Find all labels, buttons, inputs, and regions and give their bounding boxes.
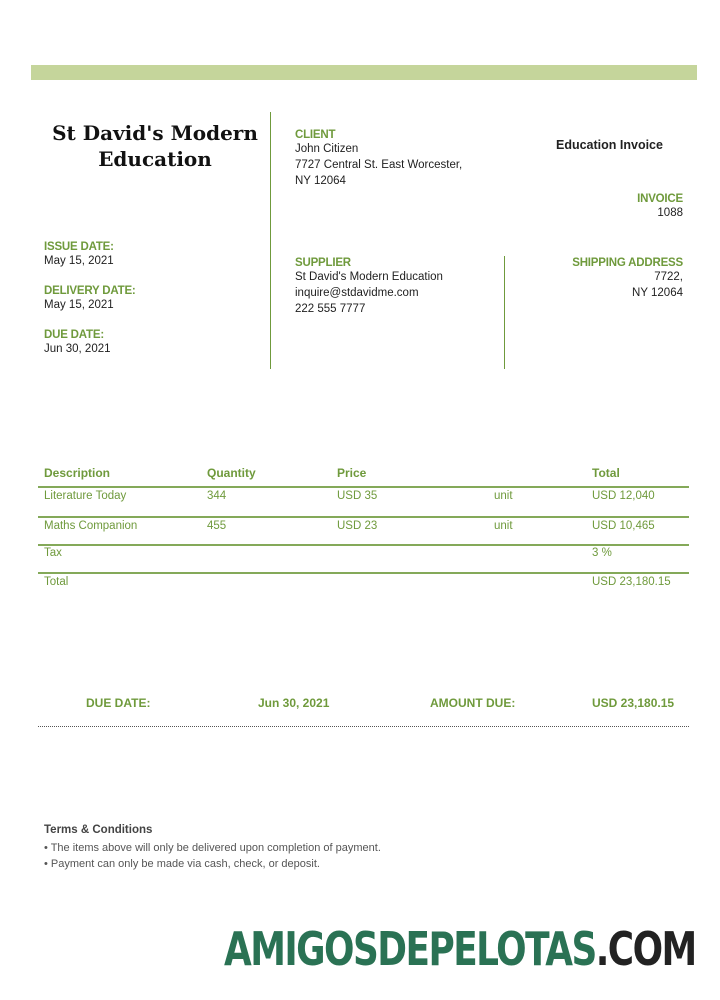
table-divider xyxy=(38,572,689,574)
issue-date-label: ISSUE DATE: xyxy=(44,241,114,253)
header-accent-bar xyxy=(31,65,697,80)
col-header-quantity: Quantity xyxy=(207,466,256,480)
delivery-date-value: May 15, 2021 xyxy=(44,299,114,311)
shipping-line2: NY 12064 xyxy=(632,287,683,299)
summary-amount-label: AMOUNT DUE: xyxy=(430,696,516,710)
client-name: John Citizen xyxy=(295,143,359,155)
watermark-suffix: .COM xyxy=(596,922,696,976)
client-block xyxy=(295,129,462,189)
client-label: CLIENT xyxy=(295,129,336,141)
invoice-number-block xyxy=(637,193,683,221)
tax-value: 3 % xyxy=(592,547,612,559)
cell-total: USD 10,465 xyxy=(592,520,655,532)
terms-title: Terms & Conditions xyxy=(44,824,153,836)
cell-total: USD 12,040 xyxy=(592,490,655,502)
cell-price: USD 23 xyxy=(337,520,378,532)
delivery-date-label: DELIVERY DATE: xyxy=(44,285,136,297)
tax-label: Tax xyxy=(44,547,62,559)
cell-description: Literature Today xyxy=(44,490,127,502)
supplier-block xyxy=(295,257,443,317)
cell-price: USD 35 xyxy=(337,490,378,502)
col-header-description: Description xyxy=(44,466,111,480)
watermark-logo xyxy=(224,922,696,976)
col-header-price: Price xyxy=(337,466,367,480)
supplier-label: SUPPLIER xyxy=(295,257,351,269)
supplier-name: St David's Modern Education xyxy=(295,271,443,283)
due-date-value: Jun 30, 2021 xyxy=(44,343,111,355)
cell-quantity: 344 xyxy=(207,490,227,502)
table-divider xyxy=(38,516,689,518)
document-title: Education Invoice xyxy=(556,138,663,152)
cell-unit: unit xyxy=(494,490,513,502)
terms-item: • Payment can only be made via cash, check, or deposit. xyxy=(44,858,320,870)
supplier-email: inquire@stdavidme.com xyxy=(295,287,419,299)
terms-item: • The items above will only be delivered upon completion of payment. xyxy=(44,842,381,854)
client-address-line1: 7727 Central St. East Worcester, xyxy=(295,159,463,171)
shipping-block xyxy=(572,257,683,301)
shipping-label: SHIPPING ADDRESS xyxy=(572,257,683,269)
column-divider-right xyxy=(504,256,505,369)
invoice-label: INVOICE xyxy=(637,193,683,205)
column-divider-left xyxy=(270,112,271,369)
company-name: St David's Modern Education xyxy=(52,121,258,171)
summary-amount-value: USD 23,180.15 xyxy=(592,696,675,710)
summary-due-label: DUE DATE: xyxy=(86,696,151,710)
summary-due-value: Jun 30, 2021 xyxy=(258,696,330,710)
shipping-line1: 7722, xyxy=(654,271,683,283)
issue-date-value: May 15, 2021 xyxy=(44,255,114,267)
total-label: Total xyxy=(44,576,69,588)
supplier-phone: 222 555 7777 xyxy=(295,303,366,315)
cell-description: Maths Companion xyxy=(44,520,138,532)
total-value: USD 23,180.15 xyxy=(592,576,671,588)
cell-quantity: 455 xyxy=(207,520,227,532)
dotted-divider xyxy=(38,726,689,727)
table-divider xyxy=(38,544,689,546)
table-divider xyxy=(38,486,689,488)
invoice-number: 1088 xyxy=(657,207,683,219)
client-address-line2: NY 12064 xyxy=(295,175,346,187)
dates-block xyxy=(44,241,136,357)
due-date-label: DUE DATE: xyxy=(44,329,104,341)
cell-unit: unit xyxy=(494,520,513,532)
col-header-total: Total xyxy=(592,466,620,480)
watermark-main: AMIGOSDEPELOTAS xyxy=(224,922,597,976)
